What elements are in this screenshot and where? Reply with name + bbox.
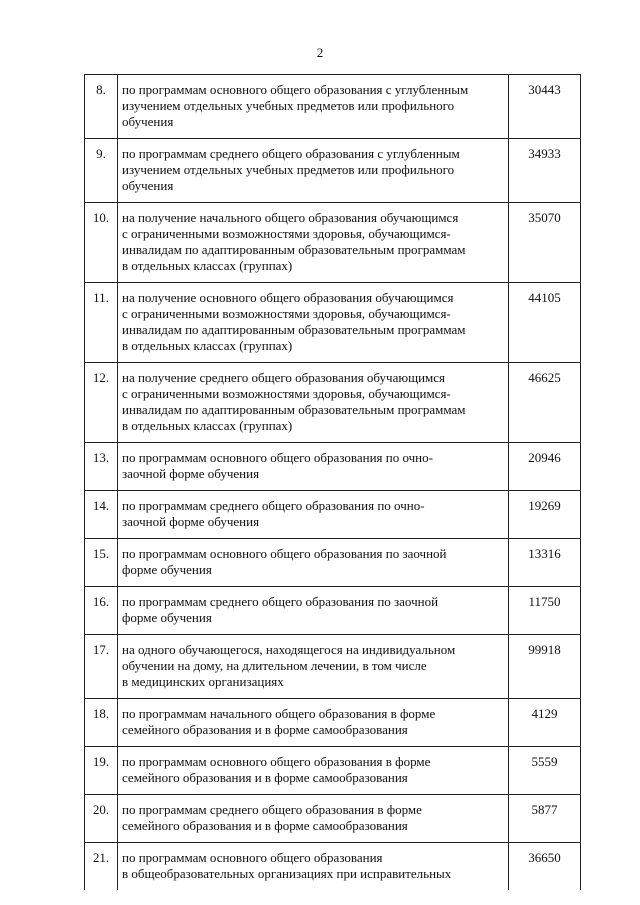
row-description [118, 539, 509, 587]
row-description [118, 491, 509, 539]
description-line: обучения [122, 114, 174, 129]
description-line: изучением отдельных учебных предметов или профильного [122, 162, 455, 177]
description-line: заочной форме обучения [122, 514, 260, 529]
description-line: в общеобразовательных организациях при исправительных [122, 866, 452, 881]
row-number: 19. [85, 747, 118, 795]
row-description [118, 747, 509, 795]
row-value: 5877 [509, 795, 581, 843]
description-line: изучением отдельных учебных предметов или профильного [122, 98, 455, 113]
row-number: 8. [85, 75, 118, 139]
row-number: 15. [85, 539, 118, 587]
table-row [85, 443, 581, 491]
row-number: 12. [85, 363, 118, 443]
description-line: с ограниченными возможностями здоровья, обучающимся- [122, 386, 451, 401]
row-number: 14. [85, 491, 118, 539]
description-line: форме обучения [122, 610, 212, 625]
row-number: 9. [85, 139, 118, 203]
table-row [85, 843, 581, 891]
row-value: 4129 [509, 699, 581, 747]
description-line: на одного обучающегося, находящегося на индивидуальном [122, 642, 456, 657]
description-line: инвалидам по адаптированным образовательным программам [122, 402, 466, 417]
description-line: форме обучения [122, 562, 212, 577]
description-line: инвалидам по адаптированным образовательным программам [122, 242, 466, 257]
table-row [85, 363, 581, 443]
row-description [118, 635, 509, 699]
table-row [85, 699, 581, 747]
description-line: семейного образования и в форме самообразования [122, 770, 408, 785]
description-line: по программам основного общего образования в форме [122, 754, 431, 769]
row-description [118, 795, 509, 843]
description-line: по программам основного общего образования по заочной [122, 546, 447, 561]
row-description [118, 203, 509, 283]
row-description [118, 75, 509, 139]
description-line: по программам среднего общего образования по заочной [122, 594, 439, 609]
row-number: 13. [85, 443, 118, 491]
description-line: по программам среднего общего образования в форме [122, 802, 422, 817]
description-line: на получение начального общего образования обучающимся [122, 210, 459, 225]
table-row [85, 203, 581, 283]
row-value: 44105 [509, 283, 581, 363]
table-row [85, 139, 581, 203]
row-value: 19269 [509, 491, 581, 539]
row-description [118, 283, 509, 363]
description-line: в отдельных классах (группах) [122, 338, 293, 353]
description-line: в отдельных классах (группах) [122, 418, 293, 433]
description-line: по программам среднего общего образования по очно- [122, 498, 425, 513]
description-line: с ограниченными возможностями здоровья, обучающимся- [122, 226, 451, 241]
row-description [118, 363, 509, 443]
row-number: 20. [85, 795, 118, 843]
row-number: 17. [85, 635, 118, 699]
tariff-table [84, 74, 581, 890]
row-value: 34933 [509, 139, 581, 203]
description-line: по программам начального общего образования в форме [122, 706, 436, 721]
description-line: в отдельных классах (группах) [122, 258, 293, 273]
table-row [85, 491, 581, 539]
page-number: 2 [316, 45, 324, 60]
description-line: инвалидам по адаптированным образовательным программам [122, 322, 466, 337]
row-description [118, 443, 509, 491]
row-number: 18. [85, 699, 118, 747]
row-value: 5559 [509, 747, 581, 795]
description-line: по программам основного общего образования с углубленным [122, 82, 469, 97]
row-value: 36650 [509, 843, 581, 891]
table-row [85, 635, 581, 699]
row-value: 30443 [509, 75, 581, 139]
row-value: 35070 [509, 203, 581, 283]
table-row [85, 587, 581, 635]
row-description [118, 587, 509, 635]
row-description [118, 699, 509, 747]
description-line: заочной форме обучения [122, 466, 260, 481]
row-value: 13316 [509, 539, 581, 587]
description-line: по программам среднего общего образования с углубленным [122, 146, 460, 161]
table-row [85, 283, 581, 363]
row-value: 99918 [509, 635, 581, 699]
description-line: с ограниченными возможностями здоровья, обучающимся- [122, 306, 451, 321]
description-line: семейного образования и в форме самообразования [122, 722, 408, 737]
row-value: 20946 [509, 443, 581, 491]
table-row [85, 539, 581, 587]
description-line: семейного образования и в форме самообразования [122, 818, 408, 833]
table-row [85, 75, 581, 139]
row-number: 16. [85, 587, 118, 635]
description-line: обучения [122, 178, 174, 193]
description-line: по программам основного общего образования по очно- [122, 450, 433, 465]
description-line: обучении на дому, на длительном лечении, в том числе [122, 658, 427, 673]
description-line: по программам основного общего образования [122, 850, 383, 865]
table-row [85, 795, 581, 843]
row-number: 11. [85, 283, 118, 363]
row-value: 46625 [509, 363, 581, 443]
row-description [118, 139, 509, 203]
description-line: на получение основного общего образования обучающимся [122, 290, 454, 305]
table-row [85, 747, 581, 795]
row-number: 21. [85, 843, 118, 891]
row-value: 11750 [509, 587, 581, 635]
description-line: на получение среднего общего образования обучающимся [122, 370, 446, 385]
description-line: в медицинских организациях [122, 674, 284, 689]
row-description [118, 843, 509, 891]
row-number: 10. [85, 203, 118, 283]
